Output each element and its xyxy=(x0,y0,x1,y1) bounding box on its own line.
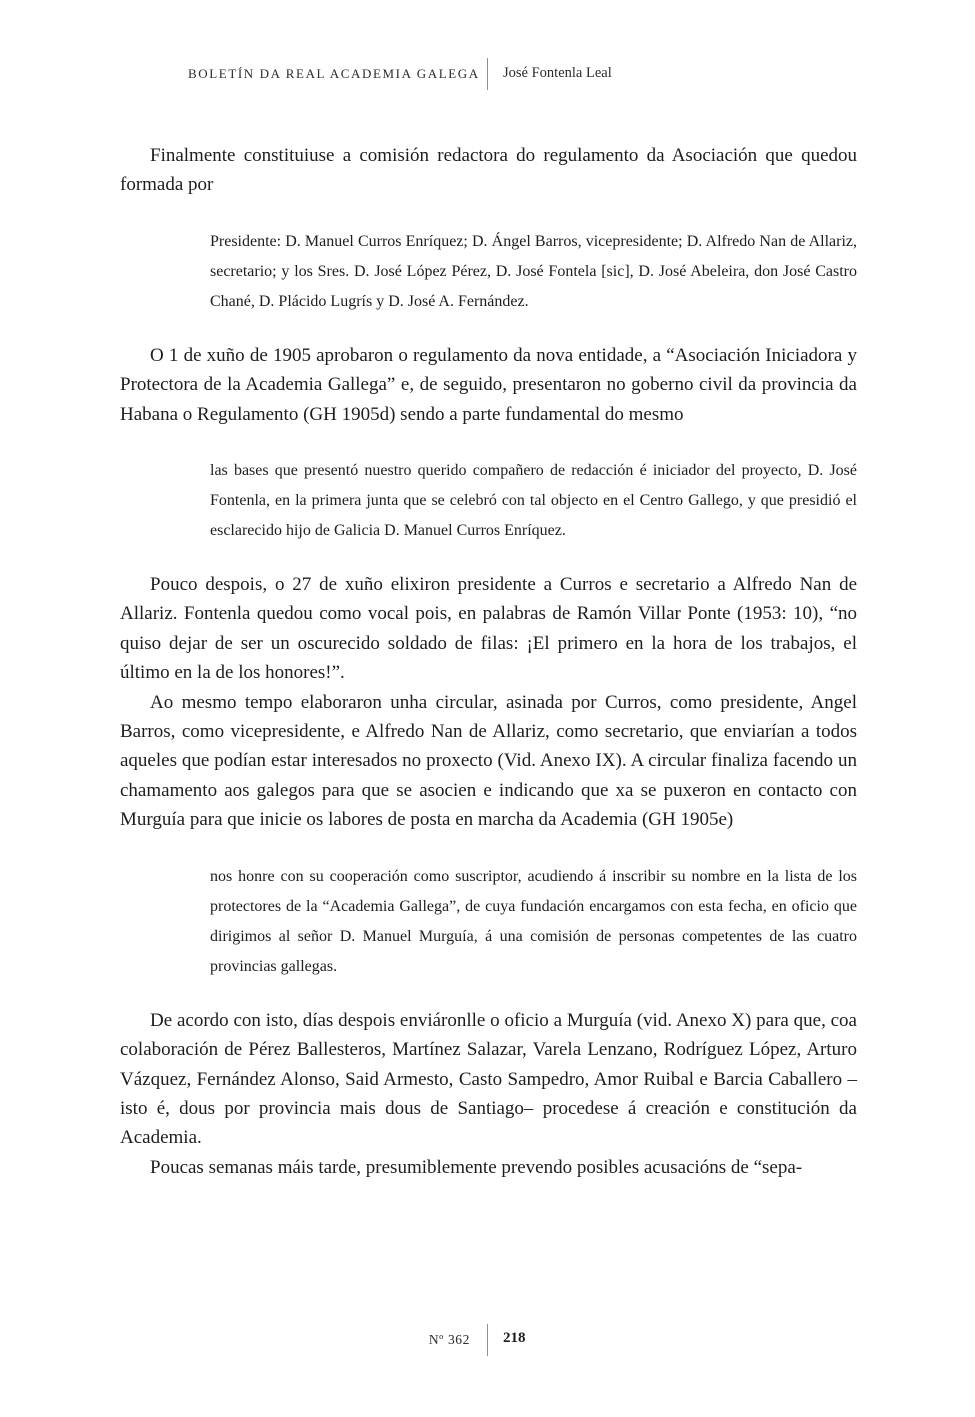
footer-page-number: 218 xyxy=(503,1330,526,1346)
page-header xyxy=(0,56,975,94)
footer-issue-number: Nº 362 xyxy=(428,1332,470,1347)
block-quote-las-bases: las bases que presentó nuestro querido compañero de redacción é iniciador del proyecto, D. José Fontenla, en la primera junta que se celebró con tal objecto en el Centro Gallego, y que presidió el esclarecido hijo de Galicia D. Manuel Curros Enríquez. xyxy=(210,462,857,540)
page-body-text xyxy=(120,141,857,1182)
block-quote-presidente: Presidente: D. Manuel Curros Enríquez; D. Ángel Barros, vicepresidente; D. Alfredo Nan de Allariz, secretario; y los Sres. D. José López Pérez, D. José Fontela [sic], D. José Abeleira, don José Castro Chané, D. Plácido Lugrís y D. José A. Fernández. xyxy=(210,232,857,310)
header-divider xyxy=(487,58,488,90)
page-footer xyxy=(0,1322,975,1360)
paragraph-regulamento: O 1 de xuño de 1905 aprobaron o regulamento da nova entidade, a “Asociación Iniciadora y Protectora de la Academia Gallega” e, de seguido, presentaron no goberno civil da provincia da Habana o Regulamento (GH 1905d) sendo a parte fundamental do mesmo xyxy=(120,344,857,425)
paragraph-pouco-despois: Pouco despois, o 27 de xuño elixiron presidente a Curros e secretario a Alfredo Nan de Allariz. Fontenla quedou como vocal pois, en palabras de Ramón Villar Ponte (1953: 10), “no quiso dejar de ser un oscurecido soldado de filas: ¡El primero en la hora de los trabajos, el último en la de los honores!”. xyxy=(120,574,857,684)
header-author-name: José Fontenla Leal xyxy=(503,65,612,81)
journal-title: BOLETÍN DA REAL ACADEMIA GALEGA xyxy=(188,66,480,81)
block-quote-nos-honre: nos honre con su cooperación como suscriptor, acudiendo á inscribir su nombre en la lista de los protectores de la “Academia Gallega”, de cuya fundación encargamos con esta fecha, en oficio que dirigimos al señor D. Manuel Murguía, á una comisión de personas competentes de las cuatro provincias gallegas. xyxy=(210,867,857,975)
footer-divider xyxy=(487,1324,488,1356)
paragraph-oficio-murguia: De acordo con isto, días despois enviáronlle o oficio a Murguía (vid. Anexo X) para que, coa colaboración de Pérez Ballesteros, Martínez Salazar, Varela Lenzano, Rodríguez López, Arturo Vázquez, Fernández Alonso, Said Armesto, Casto Sampedro, Amor Ruibal e Barcia Caballero –isto é, dous por provincia mais dous de Santiago– procedese á creación e constitución da Academia. xyxy=(120,1009,857,1149)
paragraph-circular: Ao mesmo tempo elaboraron unha circular, asinada por Curros, como presidente, Angel Barros, como vicepresidente, e Alfredo Nan de Allariz, como secretario, que enviarían a todos aqueles que podían estar interesados no proxecto (Vid. Anexo IX). A circular finaliza facendo un chamamento aos galegos para que se asocien e indicando que xa se puxeron en contacto con Murguía para que inicie os labores de posta en marcha da Academia (GH 1905e) xyxy=(120,691,857,831)
paragraph-intro-comision: Finalmente constituiuse a comisión redactora do regulamento da Asociación que quedou formada por xyxy=(120,145,857,196)
paragraph-poucas-semanas: Poucas semanas máis tarde, presumiblemente prevendo posibles acusacións de “sepa- xyxy=(150,1156,803,1178)
